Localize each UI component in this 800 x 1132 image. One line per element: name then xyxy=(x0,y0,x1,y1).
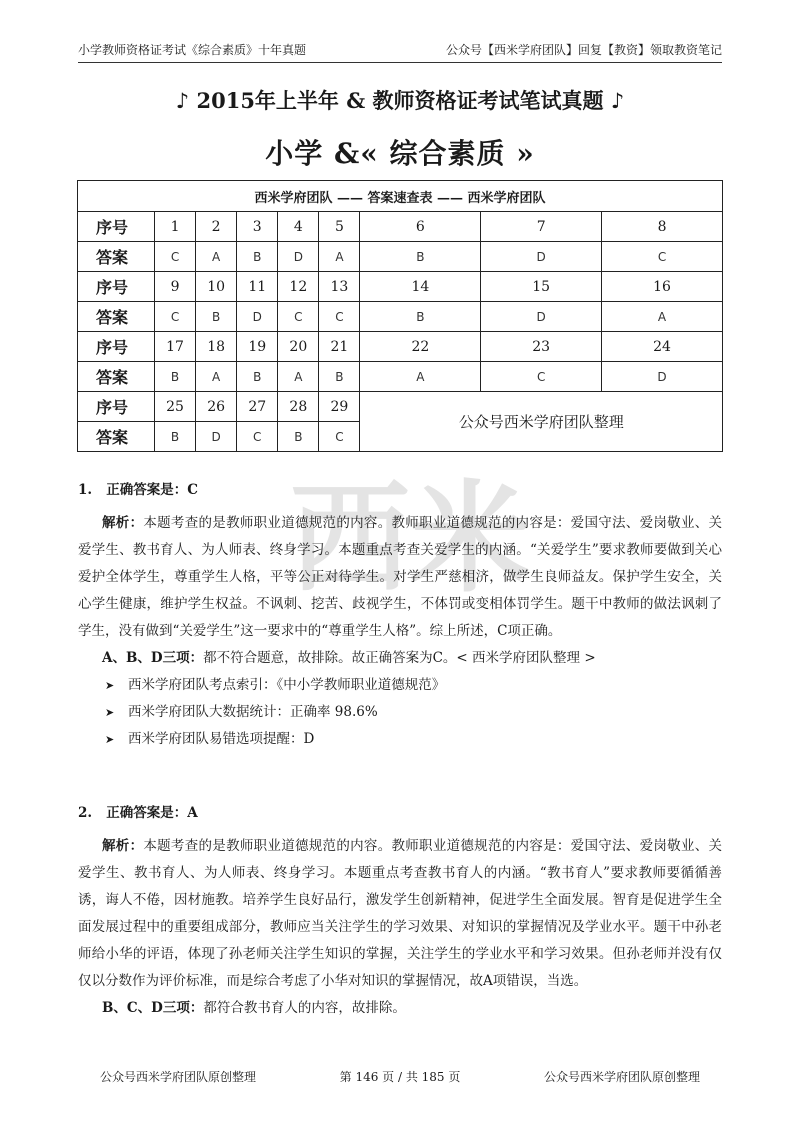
question-number-cell: 10 xyxy=(196,272,237,302)
answer-cell: A xyxy=(278,362,319,392)
question-number-cell: 4 xyxy=(278,212,319,242)
row-label-answer: 答案 xyxy=(78,422,155,452)
question-answer: 正确答案是：A xyxy=(106,805,198,821)
answer-table xyxy=(77,180,723,452)
answer-cell: C xyxy=(481,362,602,392)
question-number-cell: 8 xyxy=(602,212,723,242)
bullet-item: ➤ 西米学府团队易错选项提醒：D xyxy=(78,726,722,753)
number-row xyxy=(78,332,723,362)
number-row xyxy=(78,392,723,422)
answer-row xyxy=(78,302,723,332)
row-label-number: 序号 xyxy=(78,332,155,362)
question-number-cell: 22 xyxy=(360,332,481,362)
question-number-cell: 20 xyxy=(278,332,319,362)
answer-cell: D xyxy=(481,302,602,332)
question-1 xyxy=(78,477,722,753)
question-analysis: 解析：本题考查的是教师职业道德规范的内容。教师职业道德规范的内容是：爱国守法、爱岗敬业、关爱学生、教书育人、为人师表、终身学习。本题重点考查关爱学生的内涵。“关爱学生”要求教师要做到关心爱护全体学生，尊重学生人格，平等公正对待学生。对学生严慈相济，做学生良师益友。保护学生安全，关心学生健康，维护学生权益。不讽刺、挖苦、歧视学生，不体罚或变相体罚学生。题干中教师的做法讽刺了学生，没有做到“关爱学生”这一要求中的“尊重学生人格”。综上所述，C项正确。 xyxy=(78,515,723,639)
watermark-char-2: 米 xyxy=(410,470,530,609)
question-number-cell: 1 xyxy=(155,212,196,242)
row-label-answer: 答案 xyxy=(78,242,155,272)
answer-cell: A xyxy=(196,362,237,392)
page-subtitle: 小学 &« 综合素质 » xyxy=(265,137,535,170)
answer-cell: A xyxy=(319,242,360,272)
question-number-cell: 12 xyxy=(278,272,319,302)
answer-cell: D xyxy=(196,422,237,452)
question-number-cell: 28 xyxy=(278,392,319,422)
answer-cell: C xyxy=(319,302,360,332)
question-others: B、C、D三项：都符合教书育人的内容，故排除。 xyxy=(102,1000,406,1016)
answer-cell: B xyxy=(278,422,319,452)
answer-cell: A xyxy=(196,242,237,272)
answer-row xyxy=(78,242,723,272)
answer-cell: C xyxy=(155,242,196,272)
answer-cell: B xyxy=(360,242,481,272)
answer-cell: A xyxy=(602,302,723,332)
question-number-cell: 3 xyxy=(237,212,278,242)
answer-cell: B xyxy=(237,242,278,272)
question-number-cell: 13 xyxy=(319,272,360,302)
question-number-cell: 5 xyxy=(319,212,360,242)
number-row xyxy=(78,272,723,302)
question-number-cell: 14 xyxy=(360,272,481,302)
question-number-cell: 2 xyxy=(196,212,237,242)
page-header xyxy=(78,40,722,63)
question-number-cell: 16 xyxy=(602,272,723,302)
question-number-cell: 21 xyxy=(319,332,360,362)
bullet-item: ➤ 西米学府团队大数据统计：正确率 98.6% xyxy=(78,699,722,726)
question-number-cell: 24 xyxy=(602,332,723,362)
question-analysis: 解析：本题考查的是教师职业道德规范的内容。教师职业道德规范的内容是：爱国守法、爱岗敬业、关爱学生、教书育人、为人师表、终身学习。本题重点考查教书育人的内涵。“教书育人”要求教师要循循善诱，诲人不倦，因材施教。培养学生良好品行，激发学生创新精神，促进学生全面发展。智育是促进学生全面发展过程中的重要组成部分，教师应当关注学生的学习效果、对知识的掌握情况及学业水平。题干中孙老师给小华的评语，体现了孙老师关注学生知识的掌握，关注学生的学业水平和学习效果。但孙老师并没有仅仅以分数作为评价标准，而是综合考虑了小华对知识的掌握情况，故A项错误，当选。 xyxy=(78,838,723,989)
answer-cell: B xyxy=(155,362,196,392)
row-label-number: 序号 xyxy=(78,212,155,242)
row-label-number: 序号 xyxy=(78,272,155,302)
answer-cell: D xyxy=(602,362,723,392)
question-title xyxy=(78,800,722,827)
question-number-cell: 25 xyxy=(155,392,196,422)
table-note: 公众号西米学府团队整理 xyxy=(360,392,723,452)
question-number: 1. xyxy=(78,482,93,498)
arrow-icon: ➤ xyxy=(105,733,115,746)
question-number-cell: 9 xyxy=(155,272,196,302)
row-label-number: 序号 xyxy=(78,392,155,422)
question-number-cell: 19 xyxy=(237,332,278,362)
answer-cell: D xyxy=(237,302,278,332)
answer-row xyxy=(78,362,723,392)
answer-cell: C xyxy=(155,302,196,332)
question-others: A、B、D三项：都不符合题意，故排除。故正确答案为C。< 西米学府团队整理 > xyxy=(102,650,596,666)
row-label-answer: 答案 xyxy=(78,302,155,332)
question-number-cell: 29 xyxy=(319,392,360,422)
answer-cell: B xyxy=(360,302,481,332)
question-answer: 正确答案是：C xyxy=(106,482,198,498)
answer-cell: B xyxy=(319,362,360,392)
arrow-icon: ➤ xyxy=(105,679,115,692)
answer-cell: B xyxy=(196,302,237,332)
question-2 xyxy=(78,800,722,1022)
question-number-cell: 23 xyxy=(481,332,602,362)
question-number-cell: 11 xyxy=(237,272,278,302)
question-number-cell: 15 xyxy=(481,272,602,302)
number-row xyxy=(78,212,723,242)
question-title xyxy=(78,477,722,504)
header-left: 小学教师资格证考试《综合素质》十年真题 xyxy=(78,43,307,57)
question-bullets xyxy=(78,672,722,753)
watermark-char-1: 西 xyxy=(290,470,410,609)
page-title: ♪ 2015年上半年 & 教师资格证考试笔试真题 ♪ xyxy=(175,88,625,113)
question-number-cell: 17 xyxy=(155,332,196,362)
answer-cell: B xyxy=(155,422,196,452)
question-number-cell: 18 xyxy=(196,332,237,362)
footer-right: 公众号西米学府团队原创整理 xyxy=(543,1070,700,1084)
header-right: 公众号【西米学府团队】回复【教资】领取教资笔记 xyxy=(445,43,722,57)
answer-cell: C xyxy=(237,422,278,452)
question-number: 2. xyxy=(78,805,93,821)
answer-table-heading: 西米学府团队 —— 答案速查表 —— 西米学府团队 xyxy=(78,181,723,212)
arrow-icon: ➤ xyxy=(105,706,115,719)
question-number-cell: 7 xyxy=(481,212,602,242)
page-number: 第 146 页 / 共 185 页 xyxy=(339,1070,461,1084)
bullet-item: ➤ 西米学府团队考点索引：《中小学教师职业道德规范》 xyxy=(78,672,722,699)
answer-cell: D xyxy=(481,242,602,272)
question-number-cell: 6 xyxy=(360,212,481,242)
footer-left: 公众号西米学府团队原创整理 xyxy=(100,1070,257,1084)
question-number-cell: 26 xyxy=(196,392,237,422)
answer-cell: C xyxy=(602,242,723,272)
answer-cell: B xyxy=(237,362,278,392)
answer-cell: A xyxy=(360,362,481,392)
row-label-answer: 答案 xyxy=(78,362,155,392)
answer-cell: C xyxy=(278,302,319,332)
question-number-cell: 27 xyxy=(237,392,278,422)
answer-cell: C xyxy=(319,422,360,452)
answer-cell: D xyxy=(278,242,319,272)
